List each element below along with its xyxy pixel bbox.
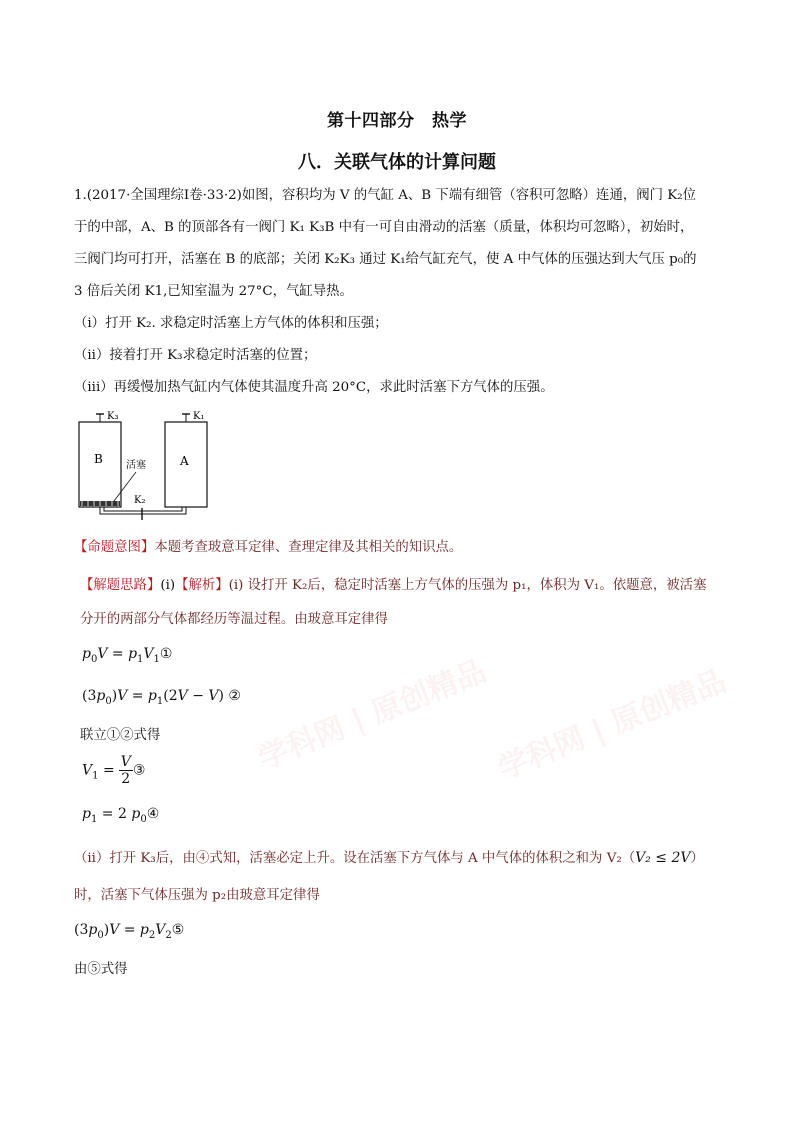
eq-mark: ④ xyxy=(146,806,160,822)
combine-line: 联立①②式得 xyxy=(80,728,161,743)
problem-line: 于的中部，A、B 的顶部各有一阀门 K₁ K₃B 中有一可自由滑动的活塞（质量，体积均可忽略），初始时， xyxy=(74,220,694,235)
eq-mark: ① xyxy=(159,646,173,662)
label-b: B xyxy=(94,452,103,466)
label-k2: K₂ xyxy=(134,495,146,506)
part-label: (i) xyxy=(160,578,176,593)
problem-line: 三阀门均可打开，活塞在 B 的底部；关闭 K₂K₃ 通过 K₁给气缸充气，使 A 中气体的压强达到大气压 p₀的 xyxy=(74,252,697,267)
equation-5: $(3p_0)V$ = $p_2V_2⑤$ xyxy=(74,922,185,941)
part2-condition: V₂ ≤ 2V xyxy=(635,850,691,866)
equation-2: $(3p_0)V = p_1(2V - V)$ ② xyxy=(82,688,241,707)
label-k1: K₁ xyxy=(193,411,205,422)
eq-mark: ⑤ xyxy=(171,922,185,938)
from5-line: 由⑤式得 xyxy=(74,962,128,977)
part2-text: （ii）打开 K₃后，由④式知，活塞必定上升。设在活塞下方气体与 A 中气体的体积之和为 V₂（ xyxy=(74,851,636,866)
question-ii: （ii）接着打开 K₃求稳定时活塞的位置； xyxy=(74,348,317,363)
equation-1: $p_0V$ = $p_1V_1①$ xyxy=(82,646,173,665)
intent-text: 本题考查玻意耳定律、查理定律及其相关的知识点。 xyxy=(154,540,463,555)
equation-3: $V_1$ = $\frac{V}{2}$ ③ xyxy=(82,754,146,787)
intent-tag: 【命题意图】 xyxy=(74,540,155,555)
cylinder-diagram xyxy=(74,408,234,526)
label-a: A xyxy=(180,454,189,468)
part2-line xyxy=(74,848,704,869)
label-piston: 活塞 xyxy=(126,460,146,471)
eq-mark: ② xyxy=(228,688,241,704)
intent-line xyxy=(74,538,462,558)
watermark: 学科网 | 原创精品 xyxy=(493,663,731,787)
part2-line-2: 时，活塞下气体压强为 p₂由玻意耳定律得 xyxy=(74,888,320,903)
connecting-tube-inner xyxy=(104,507,182,511)
equation-4: $p_1 = 2$ $p_0④$ xyxy=(82,806,160,825)
label-k3: K₃ xyxy=(107,411,119,422)
watermark: 学科网 | 原创精品 xyxy=(253,653,491,777)
part2-close: ） xyxy=(690,851,704,866)
solution-line xyxy=(80,576,706,596)
solution-intro-2: 分开的两部分气体都经历等温过程。由玻意耳定律得 xyxy=(80,612,388,627)
eq-mark: ③ xyxy=(132,762,146,779)
question-iii: （iii）再缓慢加热气缸内气体使其温度升高 20°C，求此时活塞下方气体的压强。 xyxy=(74,380,554,395)
section-title: 八．关联气体的计算问题 xyxy=(298,152,496,173)
question-i: （i）打开 K₂. 求稳定时活塞上方气体的体积和压强； xyxy=(74,316,388,331)
part-title: 第十四部分 热学 xyxy=(327,111,467,131)
piston-pointer xyxy=(114,472,136,501)
analysis-tag: 【解析】 xyxy=(175,578,229,593)
problem-line: 1.(2017·全国理综Ⅰ卷·33·2)如图，容积均为 V 的气缸 A、B 下端有细管（容积可忽略）连通，阀门 K₂位 xyxy=(74,188,697,203)
solution-tag: 【解题思路】 xyxy=(80,578,161,593)
problem-line: 3 倍后关闭 K1,已知室温为 27°C，气缸导热。 xyxy=(74,284,353,299)
solution-intro: (i) 设打开 K₂后，稳定时活塞上方气体的压强为 p₁，体积为 V₁。依题意，被活塞 xyxy=(228,578,707,593)
